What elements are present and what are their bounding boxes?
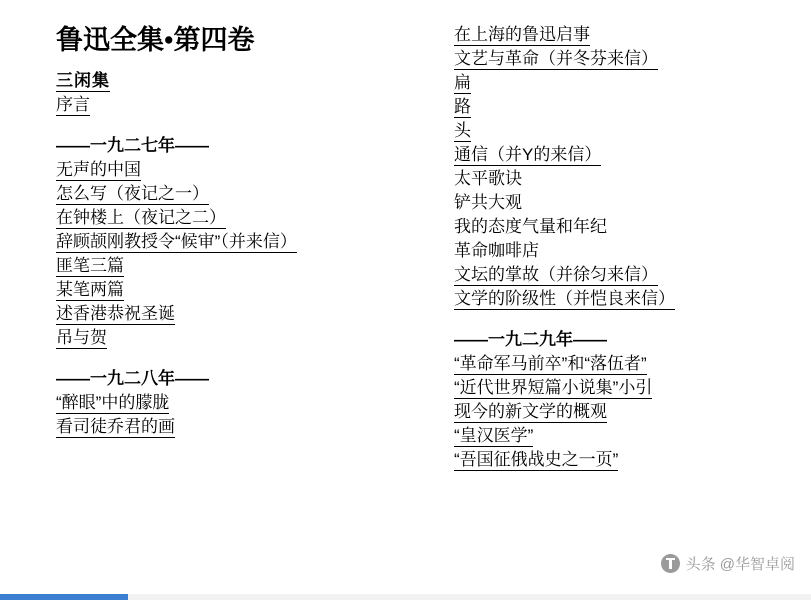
toc-entry-label: 文坛的掌故（并徐匀来信） [454, 265, 658, 284]
toc-entry-label: 扁 [454, 73, 471, 92]
year-heading-label: ——一九二九年—— [454, 330, 607, 349]
toc-entry-label: “醉眼”中的朦胧 [56, 393, 170, 413]
toc-entry-label: 辞顾颉刚教授令“候审”（并来信） [56, 232, 297, 252]
toc-entry[interactable] [56, 418, 400, 435]
toc-entry[interactable] [454, 355, 811, 372]
toc-entry[interactable] [454, 50, 811, 67]
toc-entry-label: 太平歌诀 [454, 169, 522, 188]
toc-entry-label: “皇汉医学” [454, 426, 534, 445]
toc-entry-label: 序言 [56, 95, 90, 115]
toc-entry[interactable] [454, 26, 811, 43]
toc-entry[interactable] [454, 146, 811, 163]
toc-entry-label: 吊与贺 [56, 328, 107, 348]
toc-entry[interactable] [56, 185, 400, 202]
toc-entry-label: “革命军马前卒”和“落伍者” [454, 354, 647, 373]
toc-entry[interactable] [56, 72, 400, 89]
toc-entry[interactable] [454, 242, 811, 259]
toc-entry-label: 文艺与革命（并冬芬来信） [454, 49, 658, 68]
toc-entry-label: 文学的阶级性（并恺良来信） [454, 289, 675, 308]
toc-entry-label: 述香港恭祝圣诞 [56, 304, 175, 324]
toc-entry-label: 怎么写（夜记之一） [56, 184, 209, 204]
toc-entry-label: 看司徒乔君的画 [56, 417, 175, 437]
watermark-label: 头条 @华智卓阅 [685, 556, 795, 573]
toc-entry-label: 在上海的鲁迅启事 [454, 25, 590, 44]
toc-entry[interactable] [454, 218, 811, 235]
section-spacer [56, 353, 400, 370]
toutiao-logo-icon [661, 554, 680, 573]
toc-entry-label: 铲共大观 [454, 193, 522, 212]
right-column [400, 0, 811, 560]
toc-entry-label: 三闲集 [56, 71, 110, 91]
toc-entry[interactable] [56, 329, 400, 346]
toc-entry[interactable] [56, 281, 400, 298]
section-spacer [454, 314, 811, 331]
toc-entry[interactable] [454, 290, 811, 307]
toc-entry[interactable] [454, 170, 811, 187]
toc-entry[interactable] [454, 403, 811, 420]
page-title: 鲁迅全集•第四卷 [56, 25, 255, 55]
scroll-progress-fill [0, 594, 128, 600]
toc-entry-label: “近代世界短篇小说集”小引 [454, 378, 653, 397]
toc-entry[interactable] [454, 98, 811, 115]
year-heading [454, 331, 811, 348]
left-column [0, 0, 400, 560]
toc-entry-label: 革命咖啡店 [454, 241, 539, 260]
toc-entry[interactable] [454, 379, 811, 396]
watermark [661, 553, 795, 574]
toc-entry[interactable] [454, 427, 811, 444]
year-heading-label: ——一九二七年—— [56, 136, 209, 156]
year-heading [56, 370, 400, 387]
toc-entry[interactable] [454, 451, 811, 468]
toc-entry-label: 头 [454, 121, 471, 140]
toc-entry[interactable] [56, 96, 400, 113]
toc-entry[interactable] [56, 394, 400, 411]
toc-entry-label: 无声的中国 [56, 160, 141, 180]
toc-entry-label: 某笔两篇 [56, 280, 124, 300]
toc-entry-label: 通信（并Y的来信） [454, 145, 602, 164]
scroll-progress-bar[interactable] [0, 594, 811, 600]
toc-entry-label: 我的态度气量和年纪 [454, 217, 607, 236]
toc-entry[interactable] [454, 194, 811, 211]
toc-entry[interactable] [56, 305, 400, 322]
section-spacer [56, 120, 400, 137]
toc-entry[interactable] [56, 257, 400, 274]
toc-entry[interactable] [454, 74, 811, 91]
toc-entry[interactable] [56, 209, 400, 226]
toc-entry[interactable] [56, 233, 400, 250]
toc-entry-label: “吾国征俄战史之一页” [454, 450, 619, 469]
toc-entry-label: 现今的新文学的概观 [454, 402, 607, 421]
toc-entry-label: 匪笔三篇 [56, 256, 124, 276]
toc-entry[interactable] [56, 161, 400, 178]
year-heading-label: ——一九二八年—— [56, 369, 209, 389]
toc-entry[interactable] [454, 266, 811, 283]
toc-entry[interactable] [454, 122, 811, 139]
year-heading [56, 137, 400, 154]
toc-entry-label: 在钟楼上（夜记之二） [56, 208, 226, 228]
toc-entry-label: 路 [454, 97, 471, 116]
